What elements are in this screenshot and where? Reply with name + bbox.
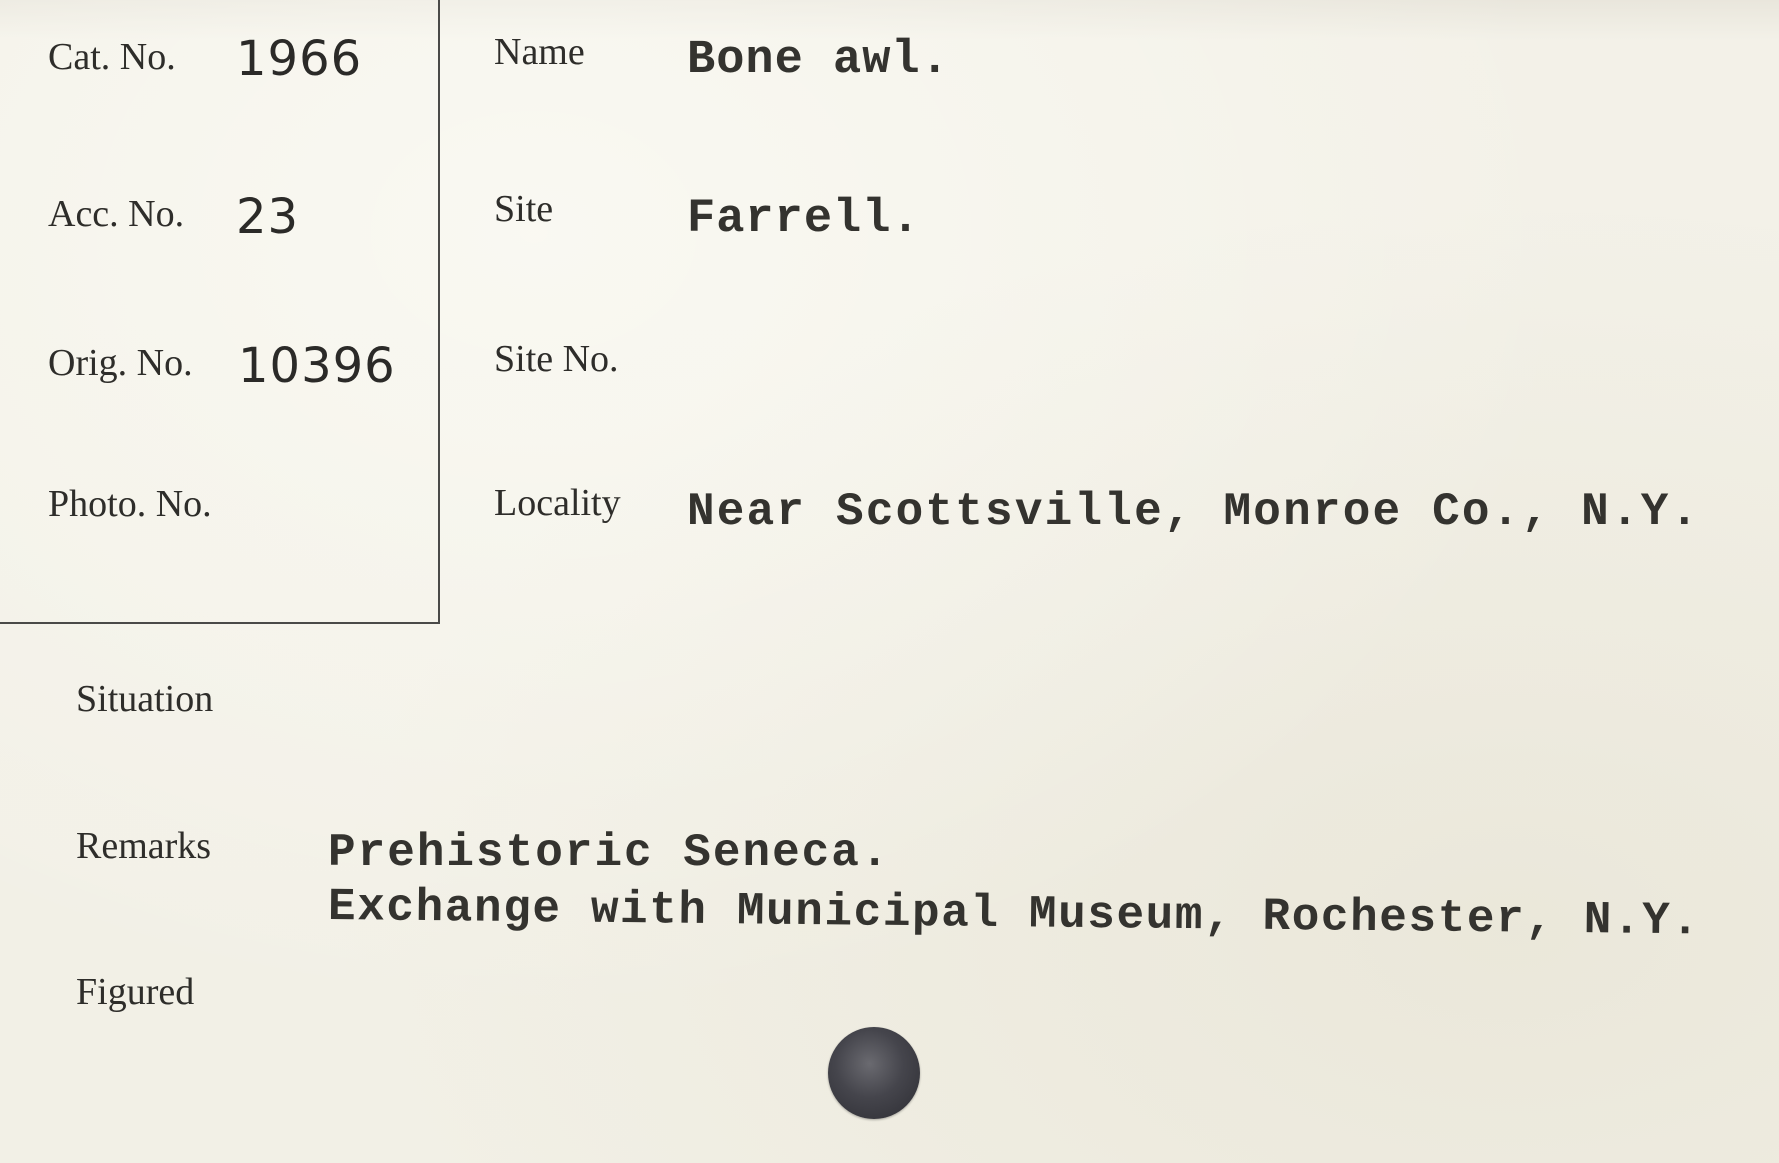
site-label: Site <box>494 188 554 230</box>
orig-no-label: Orig. No. <box>48 342 193 384</box>
site-value: Farrell. <box>687 193 921 246</box>
number-box <box>0 0 440 624</box>
orig-no-value: 10396 <box>238 338 396 394</box>
situation-label: Situation <box>76 678 214 720</box>
photo-no-label: Photo. No. <box>48 483 212 525</box>
remarks-line-1: Prehistoric Seneca. <box>328 827 891 879</box>
figured-label: Figured <box>76 971 195 1013</box>
acc-no-label: Acc. No. <box>48 193 185 235</box>
site-no-label: Site No. <box>494 338 619 380</box>
locality-value: Near Scottsville, Monroe Co., N.Y. <box>687 486 1701 538</box>
name-value: Bone awl. <box>687 34 950 87</box>
name-label: Name <box>494 31 585 73</box>
acc-no-value: 23 <box>236 189 300 245</box>
remarks-line-2: Exchange with Municipal Museum, Rochester, N.Y. <box>327 881 1701 948</box>
cat-no-label: Cat. No. <box>48 36 176 78</box>
locality-label: Locality <box>494 482 621 524</box>
remarks-label: Remarks <box>76 825 212 867</box>
cat-no-value: 1966 <box>236 31 363 87</box>
punch-hole <box>828 1027 920 1119</box>
